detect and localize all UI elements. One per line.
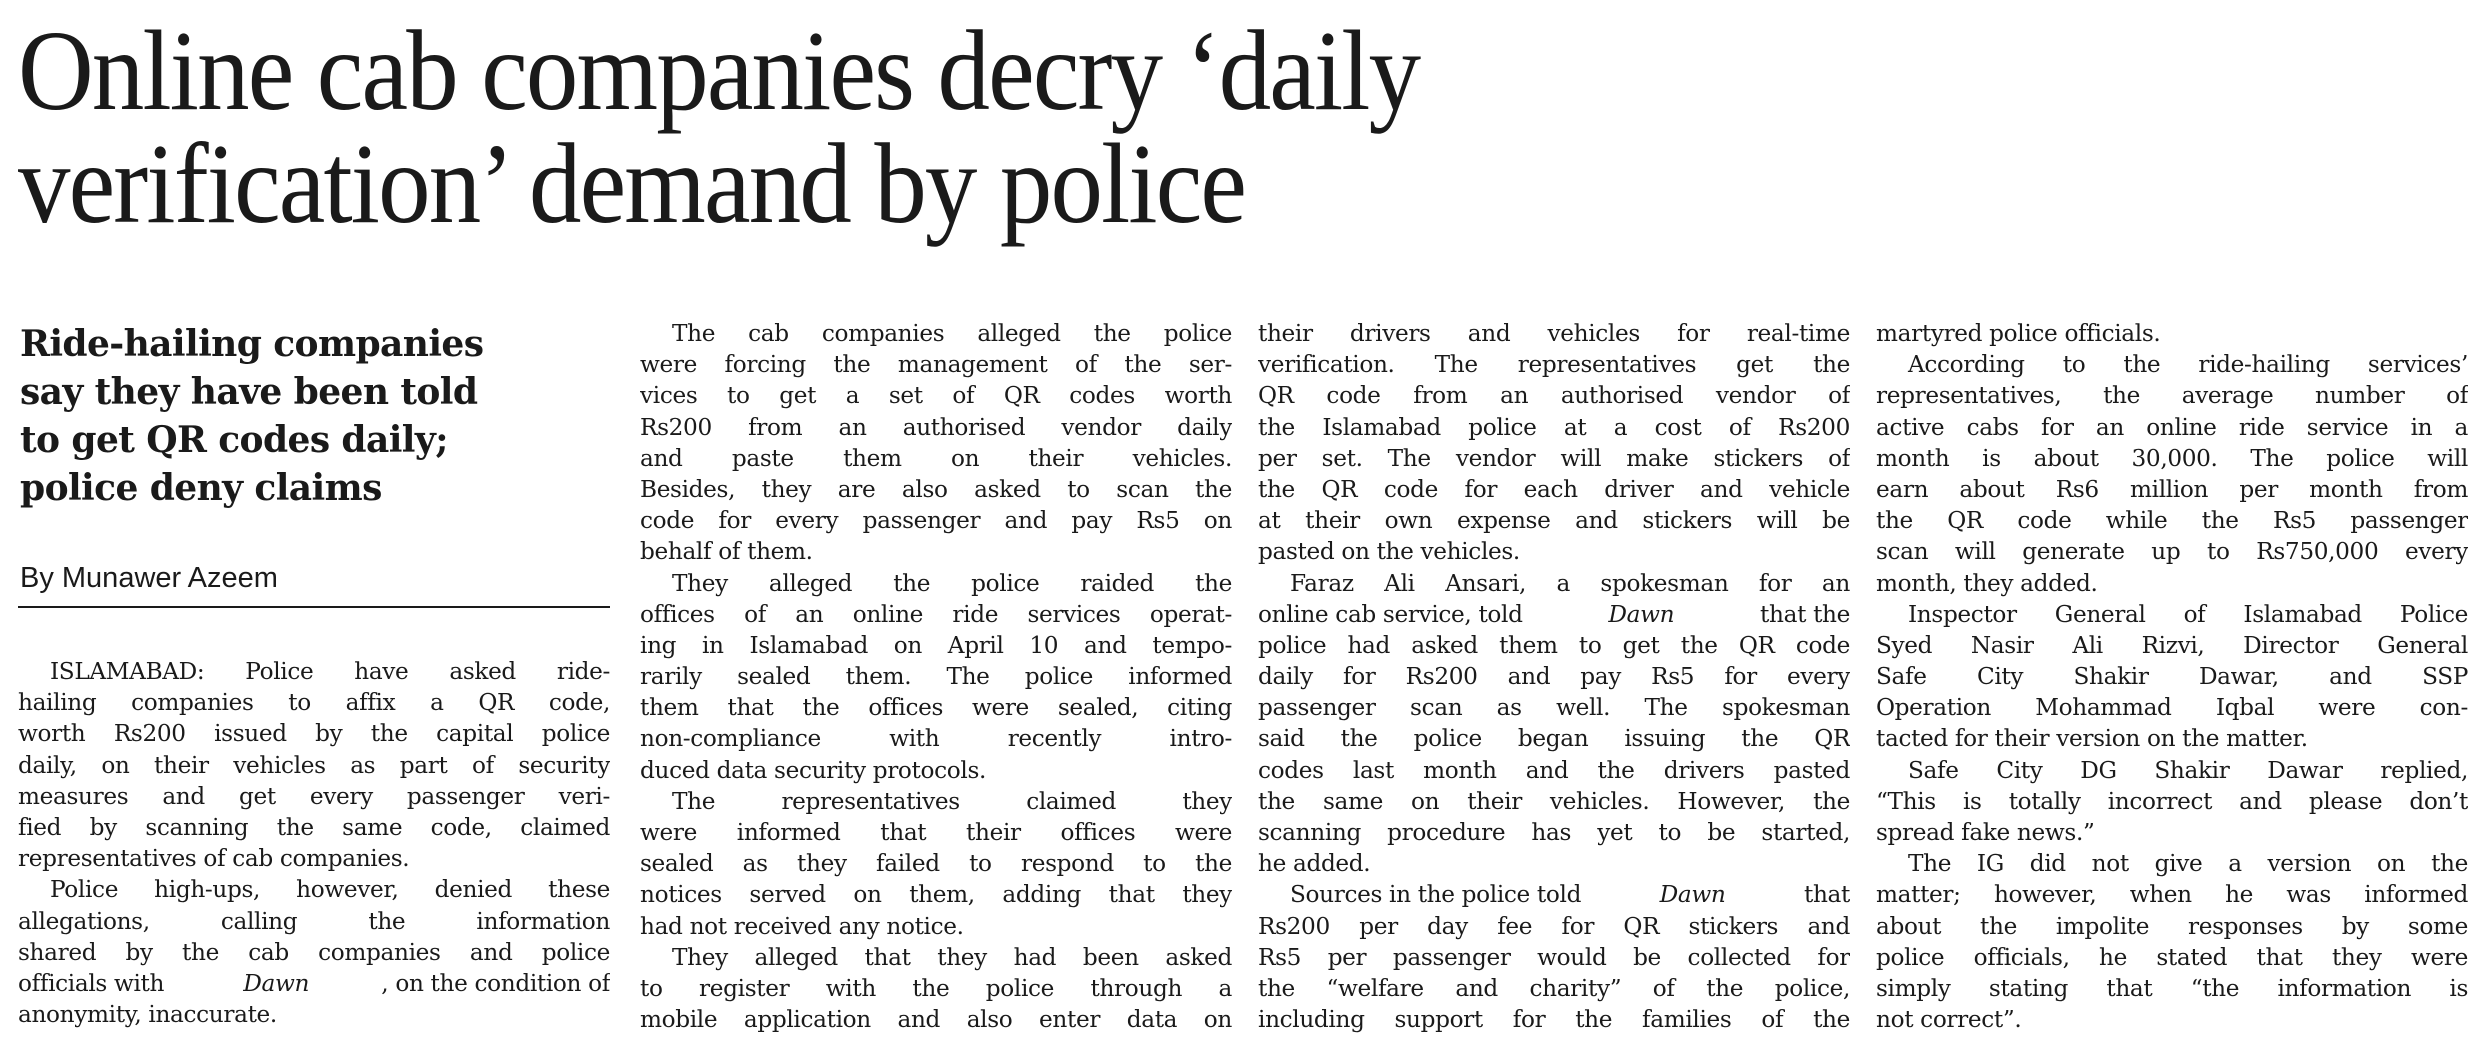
body-text-line: shared by the cab companies and police <box>18 938 610 966</box>
body-text-line: daily, on their vehicles as part of security <box>18 751 610 779</box>
headline-line-2: verification’ demand by police <box>18 120 1246 247</box>
body-text-line: fied by scanning the same code, claimed <box>18 813 610 841</box>
body-text-line: had not received any notice. <box>640 912 964 940</box>
subheadline-line-1: Ride-hailing companies <box>20 323 484 365</box>
publication-name: Dawn <box>1608 600 1675 628</box>
headline-line-1: Online cab companies decry ‘daily <box>18 7 1420 134</box>
body-text-line: were informed that their offices were <box>640 819 1232 846</box>
body-text-line: ISLAMABAD: Police have asked ride- <box>50 658 610 685</box>
body-text-line: The IG did not give a version on the <box>1908 850 2468 878</box>
body-text-line: the QR code while the Rs5 passenger <box>1876 507 2468 535</box>
body-text-line: spread fake news.” <box>1876 819 2095 846</box>
body-text-line: They alleged that they had been asked <box>672 943 1232 971</box>
body-text-line: mobile application and also enter data on <box>640 1006 1232 1034</box>
body-text-line: behalf of them. <box>640 538 813 566</box>
body-text-line: notices served on them, adding that they <box>640 881 1232 909</box>
body-text-line: the same on their vehicles. However, the <box>1258 787 1850 815</box>
body-text-line: martyred police officials. <box>1876 320 2161 347</box>
body-text-line: simply stating that “the information is <box>1876 974 2468 1002</box>
body-text-line: about the impolite responses by some <box>1876 912 2468 940</box>
body-text-line: month, they added. <box>1876 569 2098 597</box>
body-text-line: earn about Rs6 million per month from <box>1876 475 2468 503</box>
body-text-line <box>1258 599 1850 630</box>
byline: By Munawer Azeem <box>20 562 278 594</box>
body-text-line <box>1258 879 1850 910</box>
body-text-line: Faraz Ali Ansari, a spokesman for an <box>1290 569 1850 597</box>
publication-name: Dawn <box>1659 881 1726 909</box>
body-text-line: the Islamabad police at a cost of Rs200 <box>1258 413 1850 441</box>
body-text: Sources in the police told <box>1290 881 1589 909</box>
body-text-line: The representatives claimed they <box>672 787 1232 815</box>
body-text-line: anonymity, inaccurate. <box>18 1001 277 1029</box>
body-text-line: scan will generate up to Rs750,000 every <box>1876 538 2468 566</box>
body-text-line: passenger scan as well. The spokesman <box>1258 694 1850 722</box>
body-text-line: tacted for their version on the matter. <box>1876 725 2308 753</box>
body-text-line: per set. The vendor will make stickers of <box>1258 444 1850 472</box>
body-text-line: allegations, calling the information <box>18 907 610 935</box>
body-text-line: ing in Islamabad on April 10 and tempo- <box>640 631 1232 659</box>
body-text-line: offices of an online ride services operat- <box>640 600 1232 628</box>
body-text-line: non-compliance with recently intro- <box>640 725 1232 753</box>
body-text-line: Operation Mohammad Iqbal were con- <box>1876 694 2468 722</box>
body-text-line: Rs5 per passenger would be collected for <box>1258 943 1850 971</box>
body-text: that the <box>1753 600 1850 628</box>
body-text-line: to register with the police through a <box>640 974 1232 1002</box>
body-text-line: the “welfare and charity” of the police, <box>1258 974 1850 1002</box>
body-text-line: were forcing the management of the ser- <box>640 351 1232 379</box>
body-text-line: including support for the families of the <box>1258 1006 1850 1034</box>
body-text-line: active cabs for an online ride service in a <box>1876 413 2468 441</box>
article-column-2 <box>640 318 1232 1035</box>
body-text-line: and paste them on their vehicles. <box>640 444 1232 472</box>
body-text-line: The cab companies alleged the police <box>672 320 1232 347</box>
body-text-line: verification. The representatives get the <box>1258 351 1850 379</box>
article-column-3 <box>1258 318 1850 1035</box>
body-text-line: at their own expense and stickers will be <box>1258 507 1850 535</box>
body-text-line: representatives, the average number of <box>1876 382 2468 410</box>
body-text-line: he added. <box>1258 850 1371 878</box>
subheadline <box>20 320 580 512</box>
subheadline-line-2: say they have been told <box>20 371 478 413</box>
body-text-line: police officials, he stated that they were <box>1876 943 2468 971</box>
headline <box>18 7 1858 247</box>
publication-name: Dawn <box>243 969 310 997</box>
body-text-line: vices to get a set of QR codes worth <box>640 382 1232 410</box>
body-text-line: duced data security protocols. <box>640 756 987 784</box>
body-text-line: daily for Rs200 and pay Rs5 for every <box>1258 663 1850 691</box>
body-text-line: not correct”. <box>1876 1006 2022 1034</box>
subheadline-line-4: police deny claims <box>20 467 382 509</box>
body-text-line: According to the ride-hailing services’ <box>1908 351 2468 379</box>
body-text-line: Inspector General of Islamabad Police <box>1908 600 2468 628</box>
body-text-line: QR code from an authorised vendor of <box>1258 382 1850 410</box>
body-text-line: matter; however, when he was informed <box>1876 881 2468 909</box>
body-text-line: measures and get every passenger veri- <box>18 782 610 810</box>
body-text-line: the QR code for each driver and vehicle <box>1258 475 1850 503</box>
byline-divider <box>18 606 610 608</box>
article-column-4 <box>1876 318 2468 1035</box>
body-text-line: Safe City Shakir Dawar, and SSP <box>1876 663 2468 691</box>
body-text-line: month is about 30,000. The police will <box>1876 444 2468 472</box>
body-text: officials with <box>18 969 172 997</box>
body-text: , on the condition of <box>381 969 610 997</box>
body-text-line: police had asked them to get the QR code <box>1258 631 1850 659</box>
body-text-line: hailing companies to affix a QR code, <box>18 689 610 717</box>
body-text-line: them that the offices were sealed, citing <box>640 694 1232 722</box>
body-text-line: rarily sealed them. The police informed <box>640 663 1232 691</box>
body-text-line: They alleged the police raided the <box>672 569 1232 597</box>
article-column-1 <box>18 656 610 1030</box>
body-text-line: worth Rs200 issued by the capital police <box>18 720 610 748</box>
body-text-line: scanning procedure has yet to be started, <box>1258 819 1850 846</box>
body-text-line: sealed as they failed to respond to the <box>640 850 1232 878</box>
subheadline-line-3: to get QR codes daily; <box>20 419 448 461</box>
body-text-line: code for every passenger and pay Rs5 on <box>640 507 1232 535</box>
body-text-line: representatives of cab companies. <box>18 845 410 873</box>
body-text-line: Safe City DG Shakir Dawar replied, <box>1908 756 2468 784</box>
body-text-line <box>18 968 610 999</box>
body-text-line: Rs200 from an authorised vendor daily <box>640 413 1232 441</box>
body-text-line: Besides, they are also asked to scan the <box>640 475 1232 503</box>
body-text: that <box>1796 881 1850 909</box>
body-text-line: Rs200 per day fee for QR stickers and <box>1258 912 1850 940</box>
body-text-line: their drivers and vehicles for real-time <box>1258 320 1850 347</box>
body-text-line: said the police began issuing the QR <box>1258 725 1850 753</box>
body-text-line: “This is totally incorrect and please don’t <box>1876 787 2468 815</box>
body-text-line: Syed Nasir Ali Rizvi, Director General <box>1876 631 2468 659</box>
body-text-line: Police high-ups, however, denied these <box>50 876 610 904</box>
body-text: online cab service, told <box>1258 600 1530 628</box>
body-text-line: codes last month and the drivers pasted <box>1258 756 1850 784</box>
body-text-line: pasted on the vehicles. <box>1258 538 1520 566</box>
